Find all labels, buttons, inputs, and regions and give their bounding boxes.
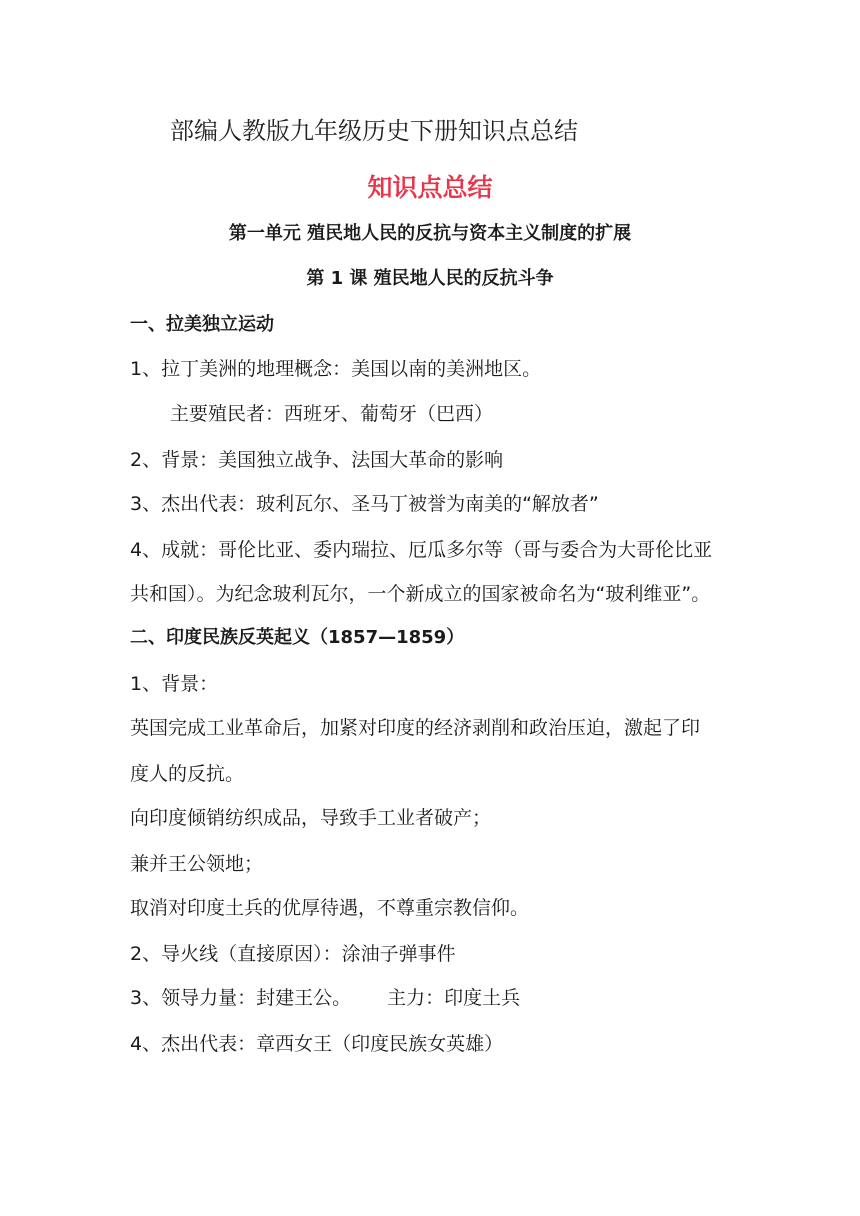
paragraph-item: 1、背景： (130, 673, 219, 695)
paragraph-item: 2、背景：美国独立战争、法国大革命的影响 (130, 449, 504, 471)
section-heading-india: 二、印度民族反英起义（1857—1859） (130, 627, 465, 648)
paragraph-item: 向印度倾销纺织成品，导致手工业者破产； (130, 807, 492, 829)
leader-text: 3、领导力量：封建王公。 (130, 987, 352, 1009)
summary-title: 知识点总结 (367, 173, 493, 202)
paragraph-item: 4、成就：哥伦比亚、委内瑞拉、厄瓜多尔等（哥与委合为大哥伦比亚 (130, 539, 713, 561)
paragraph-item: 2、导火线（直接原因）：涂油子弹事件 (130, 943, 456, 965)
paragraph-item: 取消对印度土兵的优厚待遇，不尊重宗教信仰。 (130, 897, 530, 919)
main-force-text: 主力：印度土兵 (387, 987, 521, 1009)
paragraph-item: 3、杰出代表：玻利瓦尔、圣马丁被誉为南美的“解放者” (130, 493, 599, 515)
unit-title: 第一单元 殖民地人民的反抗与资本主义制度的扩展 (228, 223, 632, 244)
paragraph-item: 兼并王公领地； (130, 853, 264, 875)
paragraph-item: 4、杰出代表：章西女王（印度民族女英雄） (130, 1033, 504, 1055)
paragraph-item (130, 986, 740, 1010)
paragraph-item: 1、拉丁美洲的地理概念：美国以南的美洲地区。 (130, 358, 542, 380)
paragraph-item: 共和国）。为纪念玻利瓦尔，一个新成立的国家被命名为“玻利维亚”。 (130, 583, 711, 605)
paragraph-item: 英国完成工业革命后，加紧对印度的经济剥削和政治压迫，激起了印 (130, 717, 701, 739)
paragraph-item: 度人的反抗。 (130, 763, 245, 785)
document-title: 部编人教版九年级历史下册知识点总结 (170, 117, 578, 145)
lesson-title: 第 1 课 殖民地人民的反抗斗争 (306, 268, 554, 289)
section-heading-latin-america: 一、拉美独立运动 (130, 314, 274, 335)
paragraph-item: 主要殖民者：西班牙、葡萄牙（巴西） (170, 403, 494, 425)
